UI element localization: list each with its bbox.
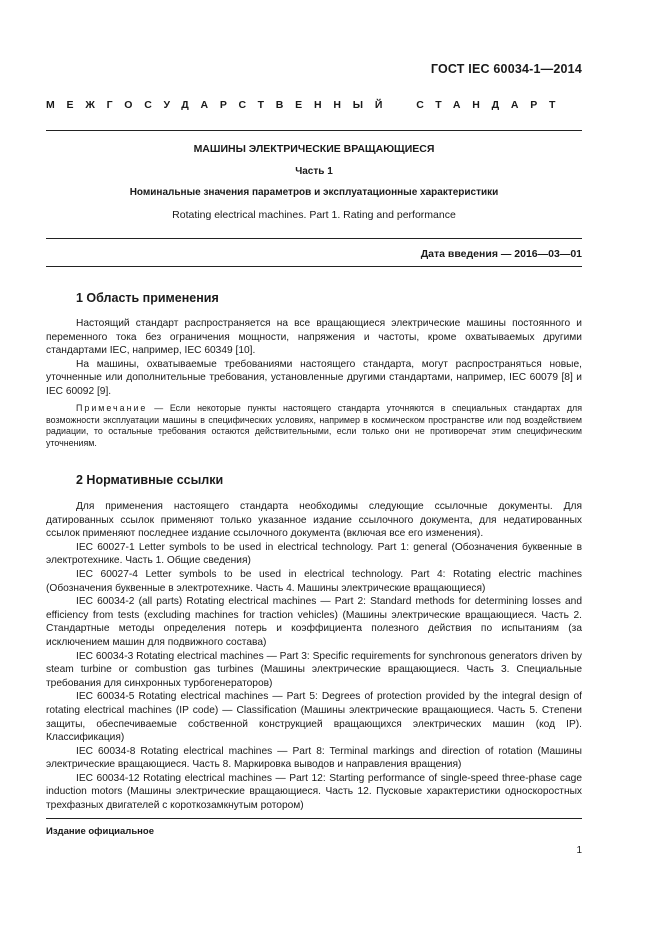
note-paragraph bbox=[46, 403, 582, 449]
document-title-english: Rotating electrical machines. Part 1. Rating and performance bbox=[172, 209, 456, 221]
paragraph: Настоящий стандарт распространяется на все вращающиеся электрические машины постоянного и переменного тока без ограничения мощности, напряжения и частоты, кроме охватываемых другими стандартами IEC, например, IEC 60349 [10]. bbox=[46, 318, 582, 357]
standard-type-word-1: МЕЖГОСУДАРСТВЕННЫЙ bbox=[46, 99, 395, 111]
standard-type-word-2: СТАНДАРТ bbox=[416, 99, 568, 111]
page-number: 1 bbox=[576, 845, 582, 856]
section-heading-normative-references: 2 Нормативные ссылки bbox=[76, 473, 224, 487]
edition-label: Издание официальное bbox=[46, 826, 154, 837]
document-part: Часть 1 bbox=[295, 166, 333, 177]
reference-item: IEC 60034-3 Rotating electrical machines — Part 3: Specific requirements for synchronous generators driven by steam turbine or combustion gas turbines (Машины электрические вращающиеся. Часть 3. Специальные требования для синхронных турбогенераторов) bbox=[46, 650, 582, 689]
paragraph: Для применения настоящего стандарта необходимы следующие ссылочные документы. Для датированных ссылок применяют только указанное издание ссылочного документа, для недатированных ссылок применяют последнее издание ссылочного документа (включая все его изменения). bbox=[46, 501, 582, 540]
reference-item: IEC 60027-1 Letter symbols to be used in electrical technology. Part 1: general (Обозначения буквенные в электротехнике. Часть 1. Общие сведения) bbox=[46, 541, 582, 567]
document-title: МАШИНЫ ЭЛЕКТРИЧЕСКИЕ ВРАЩАЮЩИЕСЯ bbox=[193, 143, 435, 155]
reference-item: IEC 60034-8 Rotating electrical machines — Part 8: Terminal markings and direction of rotation (Машины электрические вращающиеся. Часть 8. Маркировка выводов и направления вращения) bbox=[46, 745, 582, 771]
scope-note bbox=[46, 403, 582, 449]
document-code: ГОСТ IEC 60034-1—2014 bbox=[430, 62, 582, 76]
document-subtitle: Номинальные значения параметров и эксплуатационные характеристики bbox=[129, 187, 499, 198]
introduction-date: Дата введения — 2016—03—01 bbox=[420, 248, 582, 260]
paragraph: На машины, охватываемые требованиями настоящего стандарта, могут распространяться новые, уточненные или дополнительные требования, установленные другими стандартами, например, IEC 60079 [8] и IEC 60092 [9]. bbox=[46, 358, 582, 397]
note-label: Примечание bbox=[76, 403, 148, 413]
title-divider bbox=[46, 238, 582, 239]
date-divider bbox=[46, 266, 582, 267]
standard-type bbox=[46, 99, 582, 111]
reference-item: IEC 60034-2 (all parts) Rotating electrical machines — Part 2: Standard methods for determining losses and efficiency from tests (excluding machines for traction vehicles) (Машины электрические вращающиеся. Часть 2. Стандартные методы определения потерь и коэффициента полезного действия по испытаниям (за исключением машин для подвижного состава) bbox=[46, 596, 582, 648]
normative-references-text bbox=[46, 500, 582, 813]
footer-divider bbox=[46, 818, 582, 819]
scope-text bbox=[46, 317, 582, 399]
section-heading-scope: 1 Область применения bbox=[76, 291, 219, 305]
reference-item: IEC 60034-5 Rotating electrical machines — Part 5: Degrees of protection provided by the integral design of rotating electrical machines (IP code) — Classification (Машины электрические вращающиеся. Часть 5. Степени защиты, обеспечиваемые собственной конструкцией вращающихся электрических машин (код IP). Классификация) bbox=[46, 691, 582, 744]
note-text: — Если некоторые пункты настоящего стандарта уточняются в специальных стандартах для возможности эксплуатации машины в специфических условиях, например в космическом пространстве или под воздействием радиации, то остальные требования остаются действительными, если только они не противоречат этим специфическим уточнениям. bbox=[46, 403, 582, 448]
top-divider bbox=[46, 130, 582, 131]
reference-item: IEC 60027-4 Letter symbols to be used in electrical technology. Part 4: Rotating electric machines (Обозначения буквенные в электротехнике. Часть 4. Машины электрические вращающиеся) bbox=[46, 568, 582, 594]
reference-item: IEC 60034-12 Rotating electrical machines — Part 12: Starting performance of single-speed three-phase cage induction motors (Машины электрические вращающиеся. Часть 12. Пусковые характеристики односкоростных трехфазных двигателей с короткозамкнутым ротором) bbox=[46, 772, 582, 812]
